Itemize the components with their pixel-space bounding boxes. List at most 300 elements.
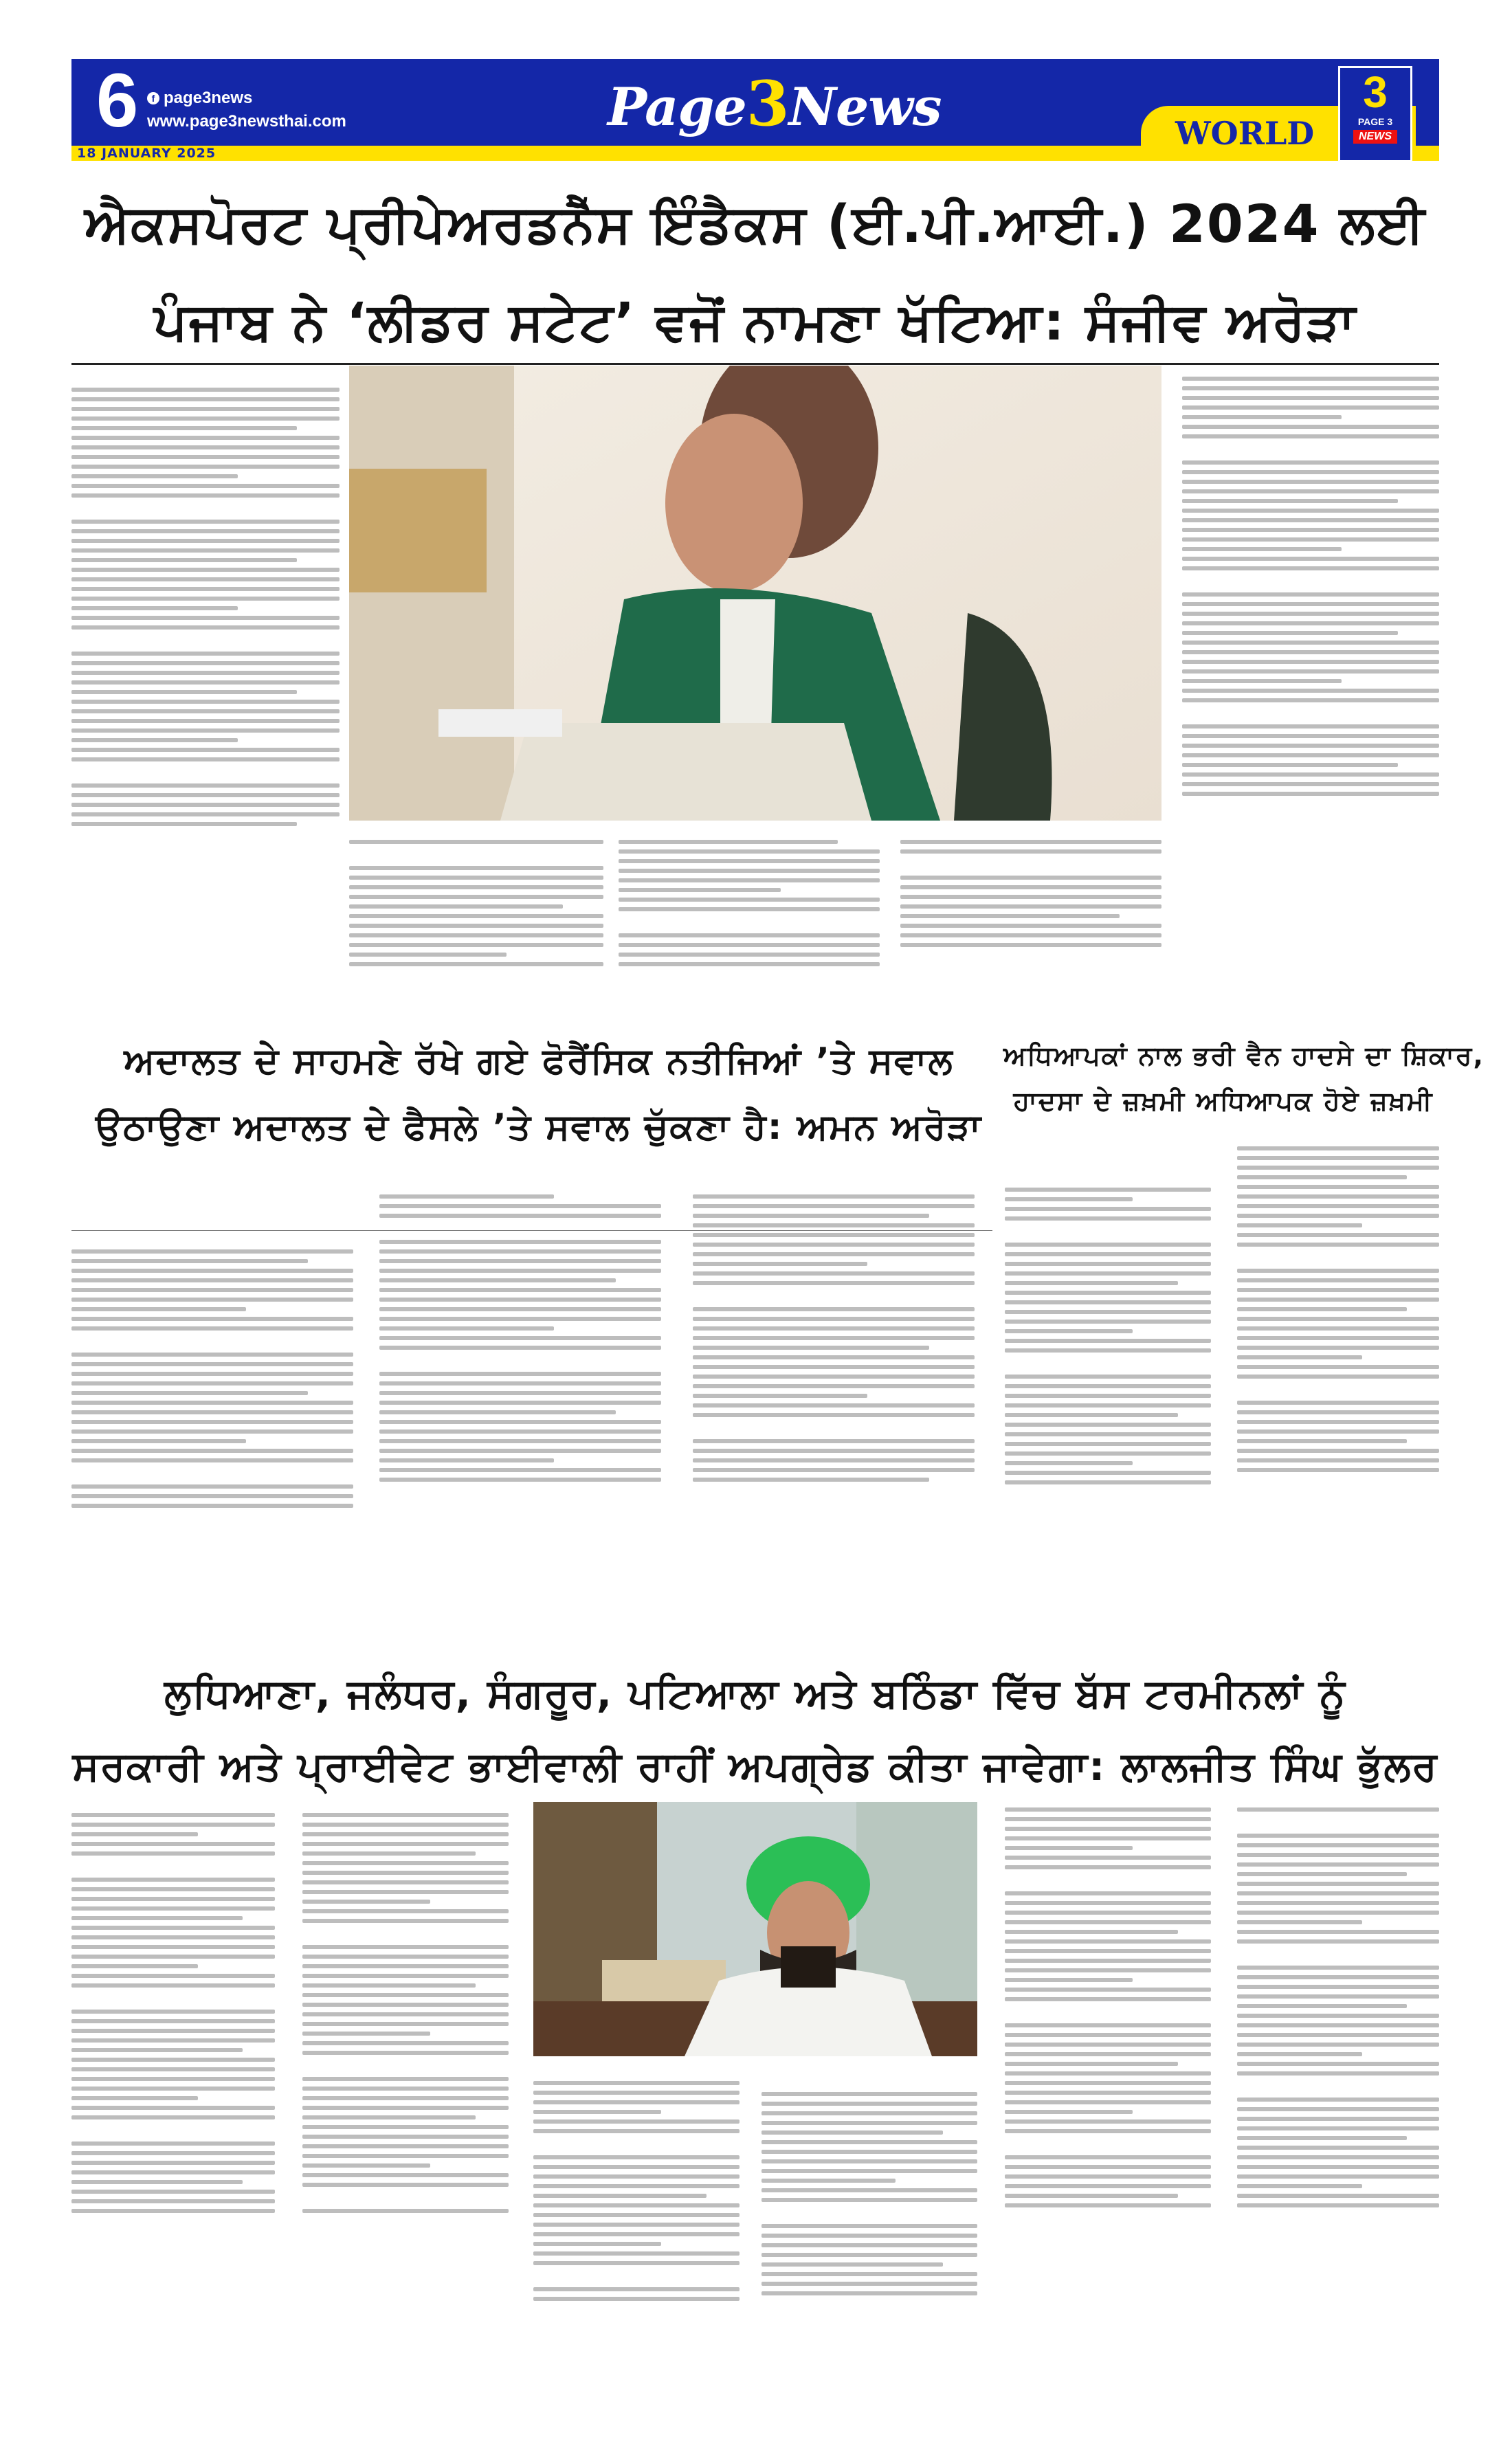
story4-headline-line2: ਸਰਕਾਰੀ ਅਤੇ ਪ੍ਰਾਈਵੇਟ ਭਾਈਵਾਲੀ ਰਾਹੀਂ ਅਪਗ੍ਰੇਡ ਕੀਤਾ ਜਾਵੇਗਾ: ਲਾਲਜੀਤ ਸਿੰਘ ਭੁੱਲਰ [72,1743,1438,1790]
text-line [1237,1891,1439,1895]
text-line [379,1249,661,1254]
text-line [71,1878,275,1882]
text-line [1237,1307,1407,1311]
text-line [619,888,781,892]
text-line [1005,1451,1211,1456]
text-line [71,812,340,816]
text-line [1005,1930,1178,1934]
text-line [1182,386,1439,390]
text-line [71,1362,353,1366]
text-line [533,2155,740,2159]
text-line [1182,782,1439,786]
text-line [1237,1269,1439,1273]
text-line [71,1298,353,1302]
text-line [379,1401,661,1405]
text-line [1237,1317,1439,1321]
text-line [1005,1403,1211,1407]
text-line [1237,1175,1407,1179]
text-line [693,1223,975,1227]
text-line [1182,396,1439,400]
story3-column-1 [1005,1182,1211,1649]
text-line [349,876,603,880]
text-line [1005,2043,1211,2047]
text-line [1182,669,1439,674]
text-line [1005,1300,1211,1304]
text-line [71,1353,353,1357]
text-line [693,1458,975,1462]
text-line [1237,1449,1439,1453]
text-line [71,1504,353,1508]
text-line [71,577,340,581]
text-line [1005,1875,1211,1886]
text-line [761,2150,977,2154]
text-line [1005,1243,1211,1247]
text-line [302,1842,509,1846]
text-line [1005,2165,1211,2169]
text-line [693,1243,975,1247]
story2-headline-line1: ਅਦਾਲਤ ਦੇ ਸਾਹਮਣੇ ਰੱਖੇ ਗਏ ਫੋਰੈਂਸਿਕ ਨਤੀਜਿਆਂ ’ਤੇ ਸਵਾਲ [124,1041,954,1082]
text-line [71,793,340,797]
text-line [1182,547,1342,551]
text-line [1005,2071,1211,2076]
text-line [1237,1458,1439,1462]
text-line [1182,518,1439,522]
text-line [1237,1985,1439,1989]
text-line [71,2125,275,2136]
text-line [1237,1862,1439,1867]
text-line [71,1916,243,1920]
text-line [693,1262,867,1266]
text-line [379,1478,661,1482]
text-line [533,2223,740,2227]
masthead-links [147,87,346,133]
text-line [693,1317,975,1321]
text-line [71,2115,275,2119]
text-line [1237,1939,1439,1944]
text-line [1237,2194,1439,2198]
text-line [379,1420,661,1424]
text-line [71,1269,353,1273]
text-line [302,1909,509,1913]
story4-column-1 [71,1807,275,2412]
text-line [1237,2174,1439,2179]
text-line [349,849,603,860]
text-line [71,1449,353,1453]
text-line [349,866,603,870]
text-line [1005,2007,1211,2018]
text-line [1237,1807,1439,1812]
text-line [71,606,238,610]
text-line [1005,1471,1211,1475]
text-line [71,1945,275,1949]
text-line [302,1928,509,1939]
text-line [1237,1966,1439,1970]
text-line [1237,1326,1439,1331]
text-line [1182,631,1398,635]
text-line [1237,1429,1439,1434]
text-line [1005,1310,1211,1314]
text-line [900,924,1161,928]
text-line [71,652,340,656]
text-line [1005,1423,1211,1427]
text-line [1005,1856,1211,1860]
text-line [1237,1911,1439,1915]
text-line [71,1823,275,1827]
story4-column-3 [533,2076,740,2412]
text-line [71,625,340,630]
text-line [379,1439,661,1443]
text-line [1005,1329,1133,1333]
text-line [1237,1214,1439,1218]
text-line [533,2242,661,2246]
text-line [71,455,340,459]
text-line [349,895,603,899]
text-line [302,2003,509,2007]
text-line [302,1832,509,1836]
story2-headline-line2: ਉਠਾਉਣਾ ਅਦਾਲਤ ਦੇ ਫੈਸਲੇ ’ਤੇ ਸਵਾਲ ਚੁੱਕਣਾ ਹੈ: ਅਮਨ ਅਰੋੜਾ [96,1106,982,1148]
text-line [302,2051,509,2055]
text-line [349,953,507,957]
text-line [1182,425,1439,429]
text-line [379,1372,661,1376]
newspaper-logo: Page3News [608,67,942,140]
text-line [302,2087,509,2091]
text-line [379,1346,661,1350]
text-line [1005,2033,1211,2037]
text-line [302,2115,476,2119]
text-line [1005,1375,1211,1379]
text-line [71,1832,198,1836]
website-link[interactable]: www.page3newsthai.com [147,112,346,131]
text-line [71,1887,275,1891]
text-line [761,2291,977,2295]
text-line [693,1394,867,1398]
text-line [302,2192,509,2203]
text-line [619,898,880,902]
text-line [379,1381,661,1386]
text-line [1005,2139,1211,2150]
text-line [379,1307,661,1311]
text-line [71,2190,275,2194]
text-line [302,2135,509,2139]
text-line [761,2076,977,2087]
text-line [302,1919,509,1923]
story4-headline-line1: ਲੁਧਿਆਣਾ, ਜਲੰਧਰ, ਸੰਗਰੂਰ, ਪਟਿਆਲਾ ਅਤੇ ਬਠਿੰਡਾ ਵਿੱਚ ਬੱਸ ਟਰਮੀਨਲਾਂ ਨੂੰ [164,1670,1346,1717]
text-line [71,1336,353,1347]
text-line [379,1317,661,1321]
text-line [379,1391,661,1395]
text-line [302,1871,509,1875]
text-line [71,2029,275,2033]
story4-column-6 [1237,1802,1439,2412]
text-line [693,1355,975,1359]
text-line [71,1906,275,1911]
text-line [379,1259,661,1263]
text-line [1182,602,1439,606]
text-line [619,869,880,873]
text-line [900,895,1161,899]
text-line [71,1993,275,2004]
text-line [302,1861,509,1865]
text-line [1237,1336,1439,1340]
text-line [1237,1834,1439,1838]
text-line [1237,1194,1439,1199]
text-line [71,484,340,488]
text-line [71,2019,275,2023]
text-line [1237,1223,1362,1227]
story1-column-3 [619,834,880,1034]
text-line [379,1269,661,1273]
text-line [761,2092,977,2096]
text-line [71,503,340,514]
text-line [1237,2004,1407,2008]
story3-column-2 [1237,1141,1439,1649]
text-line [379,1355,661,1366]
text-line [1005,2203,1211,2207]
text-line [1182,480,1439,484]
text-line [71,2087,275,2091]
issue-date: 18 JANUARY 2025 [77,146,216,161]
text-line [1237,2126,1439,2130]
text-line [533,2110,661,2114]
text-line [1005,2194,1178,2198]
text-line [693,1478,929,1482]
text-line [1237,1252,1439,1263]
text-line [302,2183,509,2187]
text-line [302,2144,509,2148]
text-line [1005,1262,1211,1266]
text-line [71,1249,353,1254]
text-line [1005,1968,1211,1972]
story4-photo [533,1802,977,2056]
story3-headline-line2: ਹਾਦਸਾ ਦੇ ਜ਼ਖ਼ਮੀ ਅਧਿਆਪਕ ਹੋਏ ਜ਼ਖ਼ਮੀ [1013,1086,1434,1116]
text-line [1005,1939,1211,1944]
text-line [71,1458,353,1462]
text-line [71,680,340,685]
text-line [302,2106,509,2110]
text-line [1237,2117,1439,2121]
text-line [1005,1252,1211,1256]
text-line [1005,1461,1133,1465]
text-line [71,728,340,733]
text-line [1005,1911,1211,1915]
text-line [379,1458,554,1462]
text-line [693,1403,975,1407]
text-line [71,597,340,601]
text-line [619,962,880,966]
text-line [900,885,1161,889]
text-line [71,803,340,807]
text-line [71,767,340,778]
text-line [1005,1949,1211,1953]
text-line [761,2188,977,2192]
text-line [1005,2081,1211,2085]
text-line [1182,660,1439,664]
text-line [302,2154,509,2158]
text-line [71,371,340,382]
text-line [1005,1978,1133,1982]
story1-column-5 [900,834,1161,1006]
text-line [693,1204,975,1208]
text-line [302,2077,509,2081]
text-line [761,2140,977,2144]
text-line [71,1401,353,1405]
text-line [379,1278,616,1282]
facebook-handle[interactable]: f page3news [147,87,346,110]
text-line [619,840,838,844]
text-line [71,1494,353,1498]
text-line [1182,499,1398,503]
text-line [1237,1365,1439,1369]
text-line [533,2100,740,2104]
text-line [1005,2100,1211,2104]
section-label: WORLD [1175,115,1315,152]
text-line [900,876,1161,880]
text-line [761,2207,977,2218]
text-line [533,2184,740,2188]
text-line [71,493,340,498]
text-line [302,2173,509,2177]
text-line [71,1429,353,1434]
text-line [302,1823,509,1827]
text-line [71,388,340,392]
text-line [693,1384,975,1388]
text-line [1182,744,1439,748]
text-line [1182,444,1439,455]
text-line [1237,1166,1439,1170]
text-line [379,1449,661,1453]
text-line [71,2077,275,2081]
text-line [71,445,340,449]
text-line [379,1410,616,1414]
text-line [1005,1413,1178,1417]
text-line [1182,734,1439,738]
text-line [761,2234,977,2238]
text-line [71,2180,243,2184]
text-line [761,2130,943,2135]
text-line [71,700,340,704]
text-line [71,719,340,723]
text-line [71,407,340,411]
text-line [1005,1846,1133,1850]
text-line [349,904,563,909]
text-line [1237,2023,1439,2027]
story3-headline-line1: ਅਧਿਆਪਕਾਂ ਨਾਲ ਭਰੀ ਵੈਨ ਹਾਦਸੇ ਦਾ ਸ਼ਿਕਾਰ, [1003,1041,1485,1071]
text-line [379,1240,661,1244]
text-line [1005,1891,1211,1895]
text-line [1237,2081,1439,2092]
text-line [71,783,340,788]
text-line [71,2048,243,2052]
text-line [1182,489,1439,493]
text-line [1237,1288,1439,1292]
divider [71,363,1439,365]
text-line [1237,1994,1439,1999]
text-line [1237,1468,1439,1472]
text-line [533,2271,740,2282]
story1-headline-line2: ਪੰਜਾਬ ਨੇ ‘ਲੀਡਰ ਸਟੇਟ’ ਵਜੋਂ ਨਾਮਣਾ ਖੱਟਿਆ: ਸੰਜੀਵ ਅਰੋੜਾ [153,291,1357,352]
text-line [761,2102,977,2106]
text-line [302,1983,476,1988]
text-line [1005,1920,1211,1924]
text-line [349,943,603,947]
text-line [71,616,340,620]
text-line [1182,528,1439,532]
text-line [619,933,880,937]
text-line [1237,2014,1439,2018]
text-line [761,2169,977,2173]
text-line [761,2121,977,2125]
text-line [71,709,340,713]
text-line [1237,1298,1439,1302]
text-line [1182,566,1439,570]
story2-column-3 [693,1189,975,1629]
text-line [71,1897,275,1901]
text-line [619,943,880,947]
text-line [619,917,880,928]
text-line [1237,1410,1439,1414]
text-line [761,2253,977,2257]
text-line [900,943,1161,947]
text-line [1005,1432,1211,1436]
text-line [533,2165,740,2169]
text-line [1005,1281,1178,1285]
text-line [761,2224,977,2228]
story1-headline-line1: ਐਕਸਪੋਰਟ ਪ੍ਰੀਪੇਅਰਡਨੈੱਸ ਇੰਡੈਕਸ (ਈ.ਪੀ.ਆਈ.) 2024 ਲਈ [85,193,1426,254]
text-line [302,2032,430,2036]
text-line [693,1194,975,1199]
text-line [302,2125,509,2129]
story1-column-4 [1182,371,1439,1017]
text-line [71,1259,308,1263]
text-line [1237,1146,1439,1150]
text-line [533,2081,740,2085]
text-line [693,1307,975,1311]
text-line [1237,2165,1439,2169]
text-line [533,2297,740,2301]
text-line [693,1291,975,1302]
text-line [1182,537,1439,542]
text-line [1005,1271,1211,1276]
text-line [379,1298,661,1302]
text-line [71,529,340,533]
text-line [1237,1901,1439,1905]
text-line [1237,2203,1439,2207]
text-line [71,436,340,440]
text-line [71,1974,275,1978]
text-line [693,1468,975,1472]
text-line [349,933,603,937]
text-line [761,2282,977,2286]
text-line [1005,1197,1133,1201]
text-line [1005,1384,1211,1388]
text-line [379,1204,661,1208]
text-line [533,2139,740,2150]
text-line [533,2129,740,2133]
story1-column-2 [349,834,603,1034]
text-line [1182,434,1439,438]
text-line [1005,1836,1211,1840]
facebook-icon: f [147,92,159,104]
text-line [533,2232,740,2236]
text-line [71,474,238,478]
text-line [1005,1827,1211,1831]
text-line [761,2159,977,2163]
text-line [1237,1401,1439,1405]
text-line [302,2022,509,2026]
story4-column-5 [1005,1802,1211,2412]
text-line [71,2096,198,2100]
